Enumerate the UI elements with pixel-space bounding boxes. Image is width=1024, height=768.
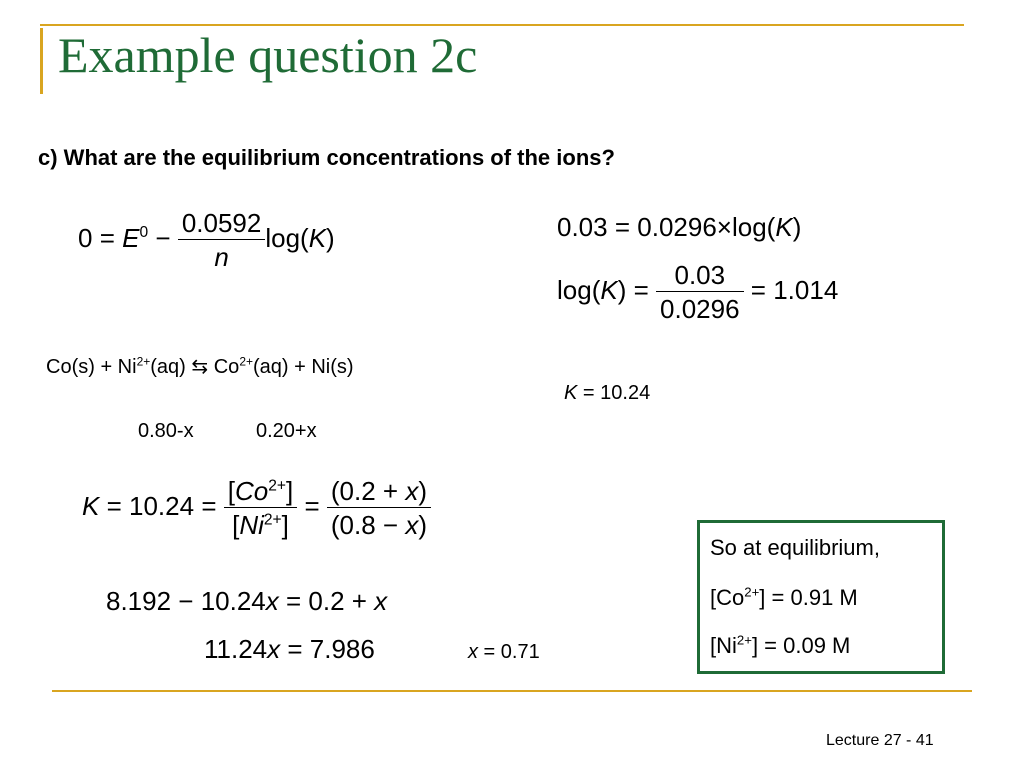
nernst-equation: $0 = E^0$ − $\frac{0.0592}{n}$ log(K) xyxy=(78,208,335,272)
answer-co: $[Co^{2+}] = 0.91$ M xyxy=(710,584,858,610)
log-k-solution: log(K) = $\frac{0.03}{0.0296}$ = 1.014 xyxy=(557,260,839,324)
fraction: $\frac{(0.2 + x)}{(0.8 - x)}$ xyxy=(327,478,431,538)
bottom-rule xyxy=(52,690,972,692)
answer-ni: $[Ni^{2+}] = 0.09$ M xyxy=(710,632,851,658)
top-rule xyxy=(40,24,964,26)
k-expression: K = 10.24 = $\frac{[Co^{2+}]}{[Ni^{2+}]}$ = $\frac{(0.2 + x)}{(0.8 - x)}$ xyxy=(82,478,431,538)
equation-line-2: 11.24x = 7.986 xyxy=(204,634,375,664)
equilibrium-arrow-icon: ⇆ xyxy=(191,356,209,378)
fraction: $\frac{0.03}{0.0296}$ xyxy=(656,262,744,322)
equation-line-1: 8.192 − 10.24x = 0.2 + x xyxy=(106,586,388,616)
question-text: c) What are the equilibrium concentrations of the ions? xyxy=(38,145,615,170)
answer-box xyxy=(697,520,945,674)
log-k-equation: 0.03 = 0.0296×log(K) xyxy=(557,212,802,242)
k-value: K = 10.24 xyxy=(564,382,651,404)
reaction-equation: $Co(s) + Ni^{2+}(aq)$ ⇆ $Co^{2+}(aq) + Ni(s)$ xyxy=(46,354,354,378)
conc-co: 0.20+x xyxy=(256,420,317,442)
slide-footer: Lecture 27 - 41 xyxy=(826,732,934,749)
x-result: x = 0.71 xyxy=(468,641,540,663)
title-accent-bar xyxy=(40,28,43,94)
slide-title: Example question 2c xyxy=(58,27,478,83)
answer-heading: So at equilibrium, xyxy=(710,535,880,560)
fraction: $\frac{[Co^{2+}]}{[Ni^{2+}]}$ xyxy=(224,478,298,538)
fraction: $\frac{0.0592}{n}$ xyxy=(178,210,266,270)
conc-ni: 0.80-x xyxy=(138,420,194,442)
